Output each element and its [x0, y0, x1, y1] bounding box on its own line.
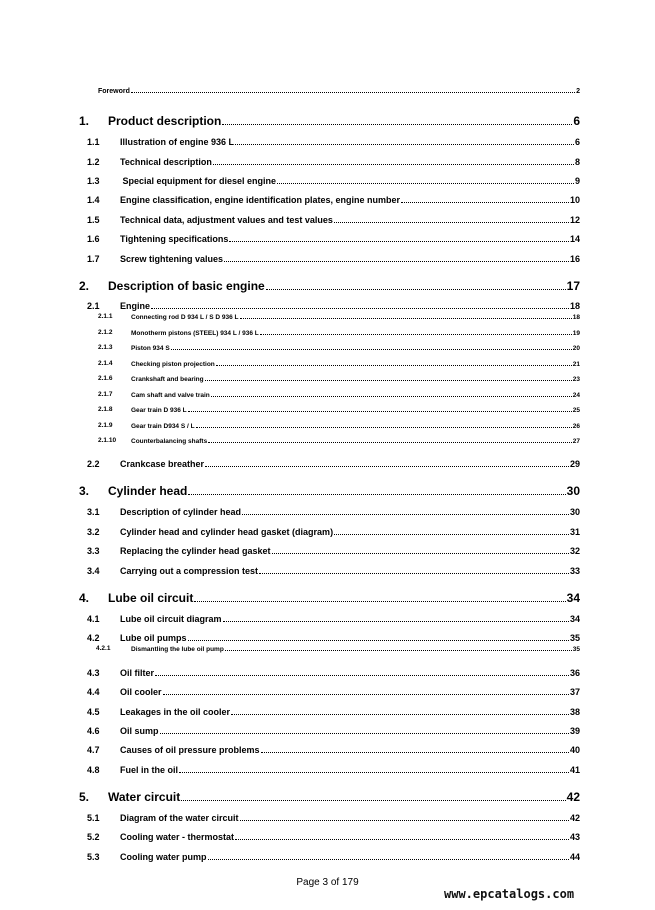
toc-entry-page: 16	[569, 254, 580, 265]
toc-leader	[196, 422, 572, 428]
toc-entry-title: Engine classification, engine identification plates, engine number	[120, 195, 401, 206]
toc-entry-page: 2	[576, 87, 580, 95]
toc-entry-page: 29	[569, 459, 580, 470]
toc-leader	[240, 813, 569, 821]
toc-leader	[188, 406, 572, 412]
toc-entry-title: Carrying out a compression test	[120, 566, 259, 577]
toc-entry-number: 1.2	[87, 157, 100, 167]
toc-leader	[260, 329, 572, 335]
toc-leader	[235, 832, 569, 840]
toc-entry-page: 26	[572, 423, 580, 431]
toc-entry-number: 1.7	[87, 254, 100, 264]
toc-leader	[277, 176, 574, 184]
toc-entry-page: 39	[569, 726, 580, 737]
toc-entry-number: 2.1.3	[98, 344, 113, 351]
toc-entry-page: 18	[569, 301, 580, 312]
toc-entry-page: 44	[569, 852, 580, 863]
toc-entry-title: Lube oil circuit diagram	[120, 614, 222, 625]
toc-entry-title: Replacing the cylinder head gasket	[120, 546, 271, 557]
toc-entry-page: 35	[572, 646, 580, 654]
toc-leader	[259, 566, 569, 574]
toc-entry-page: 14	[569, 234, 580, 245]
toc-leader	[223, 614, 569, 622]
toc-entry-title: Leakages in the oil cooler	[120, 707, 231, 718]
toc-entry-number: 4.4	[87, 687, 100, 697]
toc-entry-number: 2.1.8	[98, 406, 113, 413]
toc-entry-title: Product description	[108, 114, 222, 128]
toc-entry-title: Description of basic engine	[108, 279, 265, 293]
toc-entry-title: Cylinder head	[108, 484, 188, 498]
toc-entry-title: Screw tightening values	[120, 254, 224, 265]
toc-entry-number: 2.	[79, 279, 90, 293]
toc-entry-title: Piston 934 S	[131, 345, 170, 353]
toc-leader	[211, 391, 572, 397]
toc-leader	[224, 254, 569, 262]
toc-leader	[160, 726, 569, 734]
toc-leader	[155, 668, 569, 676]
toc-entry-title: Cooling water pump	[120, 852, 207, 863]
toc-entry-number: 1.4	[87, 195, 100, 205]
toc-entry-number: 1.5	[87, 215, 100, 225]
toc-entry-number: 4.2.1	[96, 645, 111, 652]
watermark: www.epcatalogs.com	[444, 887, 575, 901]
toc-entry-page: 34	[566, 591, 580, 605]
toc-entry-page: 31	[569, 527, 580, 538]
toc-entry-number: 2.1	[87, 301, 100, 311]
toc-entry-page: 35	[569, 633, 580, 644]
toc-entry-page: 30	[569, 507, 580, 518]
toc-entry-title: Oil filter	[120, 668, 155, 679]
toc-entry-page: 23	[572, 376, 580, 384]
toc-entry-title: Diagram of the water circuit	[120, 813, 239, 824]
toc-entry-page: 6	[573, 114, 580, 128]
toc-entry-page: 36	[569, 668, 580, 679]
toc-entry-title: Causes of oil pressure problems	[120, 745, 260, 756]
toc-leader	[266, 279, 566, 290]
toc-entry-title: Technical description	[120, 157, 212, 168]
toc-entry-title: Crankshaft and bearing	[131, 376, 204, 384]
toc-entry-number: 2.1.6	[98, 375, 113, 382]
toc-leader	[235, 137, 574, 145]
toc-entry-title: Connecting rod D 934 L / S D 936 L	[131, 314, 239, 322]
toc-entry-title: Monotherm pistons (STEEL) 934 L / 936 L	[131, 330, 259, 338]
toc-entry-title: Cylinder head and cylinder head gasket (diagram)	[120, 527, 334, 538]
toc-leader	[205, 459, 569, 467]
page-number-footer: Page 3 of 179	[296, 877, 359, 888]
toc-leader	[171, 344, 572, 350]
toc-entry-title: Special equipment for diesel engine	[120, 176, 277, 187]
toc-entry-page: 24	[572, 392, 580, 400]
toc-entry-title: Oil sump	[120, 726, 159, 737]
toc-entry-number: 1.1	[87, 137, 100, 147]
toc-leader	[225, 645, 572, 651]
toc-entry-number: 3.3	[87, 546, 100, 556]
toc-entry-page: 43	[569, 832, 580, 843]
toc-entry-page: 17	[566, 279, 580, 293]
toc-leader	[401, 195, 569, 203]
toc-entry-page: 20	[572, 345, 580, 353]
toc-entry-title: Gear train D 936 L	[131, 407, 187, 415]
toc-entry-page: 9	[574, 176, 580, 187]
toc-entry-title: Illustration of engine 936 L	[120, 137, 235, 148]
toc-entry-title: Gear train D934 S / L	[131, 423, 195, 431]
toc-entry-title: Fuel in the oil	[120, 765, 178, 776]
toc-leader	[272, 546, 569, 554]
toc-entry-title: Lube oil pumps	[120, 633, 187, 644]
toc-entry-title: Water circuit	[108, 790, 181, 804]
toc-leader	[205, 375, 572, 381]
toc-leader	[334, 527, 569, 535]
toc-entry-page: 34	[569, 614, 580, 625]
toc-leader	[163, 687, 569, 695]
toc-entry-number: 2.1.4	[98, 360, 113, 367]
toc-entry-page: 18	[572, 314, 580, 322]
toc-entry-number: 4.3	[87, 668, 100, 678]
toc-leader	[131, 86, 575, 93]
toc-entry-title: Lube oil circuit	[108, 591, 194, 605]
toc-entry-number: 2.1.2	[98, 329, 113, 336]
toc-leader	[229, 234, 569, 242]
toc-entry-number: 5.2	[87, 832, 100, 842]
toc-entry-page: 42	[566, 790, 580, 804]
toc-entry-number: 1.	[79, 114, 90, 128]
toc-entry-number: 4.7	[87, 745, 100, 755]
toc-leader	[194, 591, 565, 602]
toc-leader	[179, 765, 569, 773]
toc-entry-number: 2.1.7	[98, 391, 113, 398]
toc-leader	[334, 215, 569, 223]
toc-entry-title: Oil cooler	[120, 687, 162, 698]
toc-entry-page: 12	[569, 215, 580, 226]
toc-entry-title: Dismantling the lube oil pump	[131, 646, 224, 654]
toc-leader	[188, 633, 569, 641]
toc-entry-title: Tightening specifications	[120, 234, 229, 245]
toc-entry-page: 33	[569, 566, 580, 577]
toc-entry-page: 32	[569, 546, 580, 557]
toc-leader	[231, 707, 569, 715]
toc-entry-title: Engine	[120, 301, 151, 312]
toc-entry-page: 41	[569, 765, 580, 776]
toc-leader	[208, 852, 569, 860]
toc-entry-title: Foreword	[98, 87, 130, 95]
toc-entry-number: 5.3	[87, 852, 100, 862]
toc-leader	[242, 507, 569, 515]
toc-entry-number: 4.	[79, 591, 90, 605]
toc-entry-title: Cooling water - thermostat	[120, 832, 235, 843]
toc-entry-number: 3.4	[87, 566, 100, 576]
toc-entry-title: Cam shaft and valve train	[131, 392, 210, 400]
toc-entry-title: Counterbalancing shafts	[131, 438, 208, 446]
toc-entry-page: 19	[572, 330, 580, 338]
toc-entry-page: 40	[569, 745, 580, 756]
toc-entry-page: 38	[569, 707, 580, 718]
toc-entry-number: 2.1.1	[98, 313, 113, 320]
toc-leader	[222, 114, 572, 125]
toc-entry-number: 1.3	[87, 176, 100, 186]
toc-entry-title: Technical data, adjustment values and test values	[120, 215, 333, 226]
toc-entry-title: Crankcase breather	[120, 459, 205, 470]
toc-leader	[181, 790, 565, 801]
toc-entry-number: 2.1.10	[98, 437, 117, 444]
toc-entry-number: 4.2	[87, 633, 100, 643]
toc-entry-page: 27	[572, 438, 580, 446]
toc-entry-page: 25	[572, 407, 580, 415]
toc-leader	[240, 313, 572, 319]
toc-leader	[216, 360, 572, 366]
toc-entry-number: 3.2	[87, 527, 100, 537]
toc-entry-page: 21	[572, 361, 580, 369]
toc-entry-page: 30	[566, 484, 580, 498]
toc-entry-number: 4.1	[87, 614, 100, 624]
toc-entry-number: 4.5	[87, 707, 100, 717]
toc-leader	[208, 437, 572, 443]
toc-entry-number: 5.1	[87, 813, 100, 823]
toc-leader	[151, 301, 569, 309]
toc-entry-title: Checking piston projection	[131, 361, 215, 369]
toc-entry-page: 10	[569, 195, 580, 206]
toc-leader	[261, 745, 569, 753]
toc-leader	[188, 484, 565, 495]
toc-entry-number: 3.1	[87, 507, 100, 517]
toc-entry-number: 3.	[79, 484, 90, 498]
toc-entry-number: 1.6	[87, 234, 100, 244]
toc-entry-number: 4.6	[87, 726, 100, 736]
toc-entry-page: 37	[569, 687, 580, 698]
toc-entry-number: 2.1.9	[98, 422, 113, 429]
toc-entry-number: 2.2	[87, 459, 100, 469]
toc-entry-page: 42	[569, 813, 580, 824]
toc-entry-title: Description of cylinder head	[120, 507, 242, 518]
toc-entry-number: 4.8	[87, 765, 100, 775]
toc-entry-page: 8	[574, 157, 580, 168]
toc-entry-page: 6	[574, 137, 580, 148]
toc-entry-number: 5.	[79, 790, 90, 804]
toc-leader	[213, 157, 574, 165]
